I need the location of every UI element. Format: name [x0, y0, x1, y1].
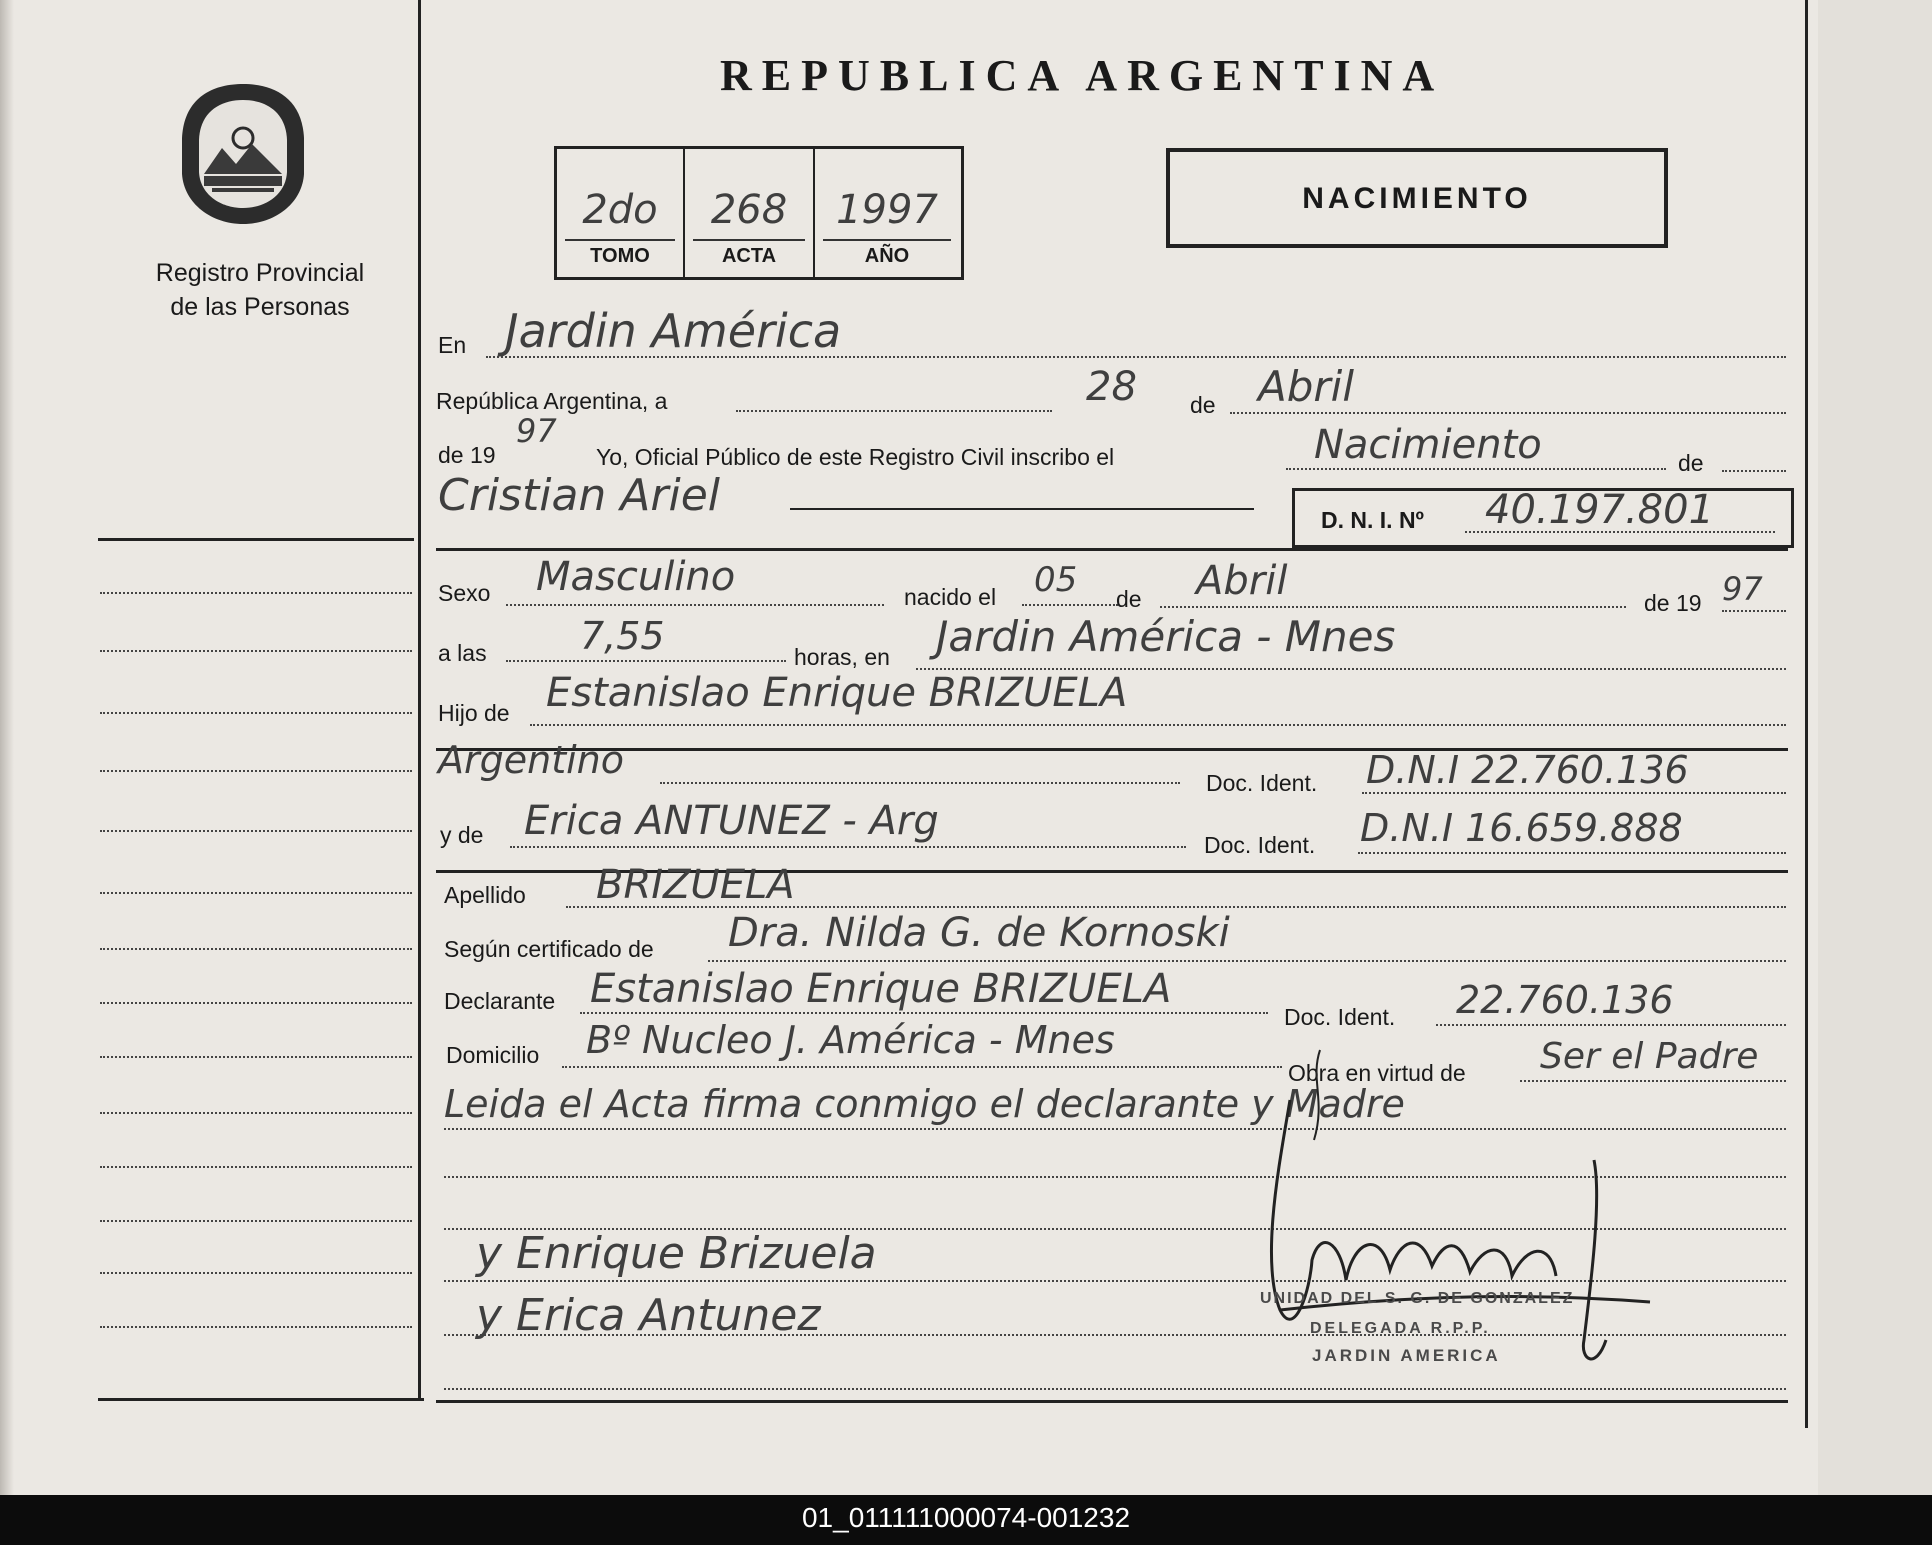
label-republica: República Argentina, a [436, 388, 668, 414]
label-doc-ident-3: Doc. Ident. [1284, 1004, 1396, 1030]
rule-1 [436, 548, 1788, 551]
label-en: En [438, 332, 467, 358]
label-dni: D. N. I. Nº [1321, 507, 1424, 533]
tomo-label: TOMO [590, 245, 650, 267]
line-padre [530, 724, 1786, 726]
field-anio-inscripcion: 97 [516, 412, 557, 450]
label-de-19b: de 19 [1644, 590, 1702, 616]
stamp-line2: DELEGADA R.P.P. [1310, 1320, 1491, 1337]
line-certificado [708, 960, 1786, 962]
label-a-las: a las [438, 640, 487, 666]
margin-dotted-line [100, 1056, 412, 1058]
margin-dotted-line [100, 712, 412, 714]
record-number-box [554, 146, 964, 280]
label-sexo: Sexo [438, 580, 491, 606]
line-doc-padre [1362, 792, 1786, 794]
line-blank [444, 1388, 1786, 1390]
label-obra: Obra en virtud de [1288, 1060, 1466, 1086]
official-stamp [1260, 1290, 1574, 1366]
label-yo-oficial: Yo, Oficial Público de este Registro Civil inscribo el [596, 444, 1115, 470]
file-name: 01_011111000074-001232 [801, 1502, 1131, 1533]
label-de: de [1190, 392, 1216, 418]
margin-dotted-line [100, 650, 412, 652]
stamp-line3: JARDIN AMERICA [1312, 1346, 1501, 1365]
margin-bottom-rule [98, 1398, 424, 1401]
line-de-end [1722, 470, 1786, 472]
line-dia [736, 410, 1052, 412]
field-doc-declarante: 22.760.136 [1456, 978, 1674, 1022]
line-declarante [580, 1012, 1268, 1014]
acta-value: 268 [710, 187, 788, 233]
page-edge-shadow [0, 0, 14, 1495]
label-segun: Según certificado de [444, 936, 654, 962]
margin-dotted-line [100, 592, 412, 594]
label-doc-ident-1: Doc. Ident. [1206, 770, 1318, 796]
field-lugar-nac: Jardin América - Mnes [936, 612, 1396, 661]
ano-value: 1997 [836, 187, 938, 233]
field-doc-madre: D.N.I 16.659.888 [1360, 806, 1683, 850]
field-madre: Erica ANTUNEZ - Arg [524, 798, 939, 844]
line-domicilio [562, 1066, 1282, 1068]
line-doc-declarante [1436, 1024, 1786, 1026]
registry-name [110, 256, 410, 324]
registry-line1: Registro Provincial [155, 259, 365, 287]
line-nombre [790, 508, 1254, 510]
field-hora: 7,55 [580, 614, 665, 658]
field-declarante: Estanislao Enrique BRIZUELA [590, 966, 1172, 1012]
margin-rule [98, 538, 414, 541]
signature-declarante: y Enrique Brizuela [476, 1228, 877, 1279]
ano-label: AÑO [864, 245, 910, 267]
field-mes-inscripcion: Abril [1258, 362, 1354, 411]
line-sexo [506, 604, 884, 606]
margin-dotted-line [100, 948, 412, 950]
field-dia-inscripcion: 28 [1086, 364, 1137, 410]
ano-cell [815, 149, 959, 277]
acta-cell [685, 149, 815, 277]
field-obra: Ser el Padre [1540, 1036, 1759, 1077]
field-apellido: BRIZUELA [596, 862, 795, 908]
label-de-19: de 19 [438, 442, 496, 468]
field-padre: Estanislao Enrique BRIZUELA [546, 670, 1128, 716]
margin-dotted-line [100, 1166, 412, 1168]
document-type: NACIMIENTO [1302, 182, 1532, 215]
field-dni: 40.197.801 [1485, 487, 1715, 533]
label-domicilio: Domicilio [446, 1042, 540, 1068]
line-dia-nac [1022, 604, 1118, 606]
line-nacionalidad [660, 782, 1180, 784]
tomo-value: 2do [582, 187, 658, 233]
right-border [1805, 0, 1808, 1428]
label-horas-en: horas, en [794, 644, 890, 670]
line-doc-madre [1358, 852, 1786, 854]
field-certificado: Dra. Nilda G. de Kornoski [728, 910, 1230, 956]
label-de2: de [1116, 586, 1142, 612]
line-mes [1230, 412, 1786, 414]
field-doc-padre: D.N.I 22.760.136 [1366, 748, 1689, 792]
field-nacionalidad-padre: Argentino [438, 738, 624, 782]
line-hora [506, 660, 786, 662]
margin-dotted-line [100, 1272, 412, 1274]
line-mes-nac [1160, 606, 1626, 608]
line-madre [510, 846, 1186, 848]
field-anio-nac: 97 [1722, 570, 1763, 608]
registry-line2: de las Personas [170, 293, 350, 321]
page-title: REPUBLICA ARGENTINA [720, 51, 1445, 100]
provincial-seal-icon [172, 78, 314, 228]
field-domicilio: Bº Nucleo J. América - Mnes [586, 1018, 1115, 1062]
label-declarante: Declarante [444, 988, 556, 1014]
margin-dotted-line [100, 1220, 412, 1222]
label-y-de: y de [440, 822, 484, 848]
document-type-box [1166, 148, 1668, 248]
stamp-line1: UNIDAD DEL S. G. DE GONZALEZ [1260, 1290, 1575, 1307]
line-tipo [1286, 468, 1666, 470]
label-nacido-el: nacido el [904, 584, 997, 610]
field-lugar: Jardin América [505, 304, 842, 358]
field-mes-nac: Abril [1196, 558, 1288, 604]
label-doc-ident-2: Doc. Ident. [1204, 832, 1316, 858]
rule-bottom [436, 1400, 1788, 1403]
left-column-divider [418, 0, 421, 1400]
margin-dotted-line [100, 770, 412, 772]
margin-dotted-line [100, 892, 412, 894]
field-tipo: Nacimiento [1314, 422, 1542, 468]
acta-label: ACTA [721, 245, 777, 267]
field-nombre: Cristian Ariel [438, 470, 720, 521]
margin-dotted-line [100, 830, 412, 832]
label-hijo-de: Hijo de [438, 700, 510, 726]
page-margin-strip [1818, 0, 1932, 1495]
margin-dotted-line [100, 1326, 412, 1328]
margin-dotted-line [100, 1112, 412, 1114]
label-apellido: Apellido [444, 882, 526, 908]
field-nota: Leida el Acta firma conmigo el declarante y Madre [444, 1082, 1405, 1126]
field-dia-nac: 05 [1034, 560, 1078, 600]
dni-box [1292, 488, 1794, 548]
line-anio-nac [1722, 610, 1786, 612]
label-de-end: de [1678, 450, 1704, 476]
field-sexo: Masculino [536, 554, 736, 600]
margin-dotted-line [100, 1002, 412, 1004]
tomo-cell [557, 149, 685, 277]
signature-madre: y Erica Antunez [476, 1290, 821, 1341]
